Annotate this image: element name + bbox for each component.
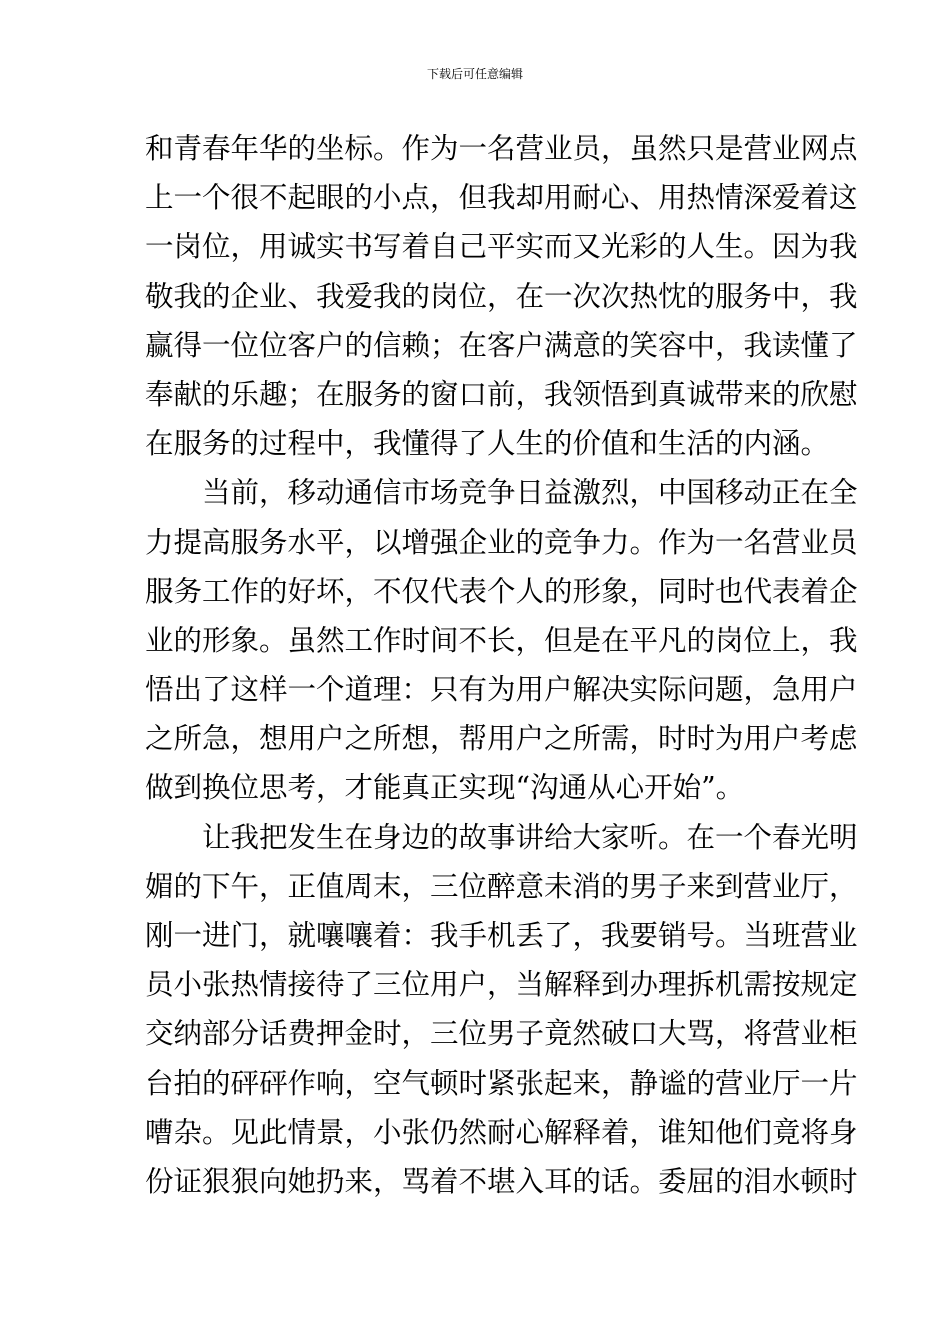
text-line: 敬我的企业、我爱我的岗位，在一次次热忱的服务中，我 xyxy=(145,279,858,313)
page-header: 下载后可任意编辑 xyxy=(426,67,523,81)
text-line: 之所急，想用户之所想，帮用户之所需，时时为用户考虑 xyxy=(145,722,858,756)
text-line: 台拍的砰砰作响，空气顿时紧张起来，静谧的营业厅一片 xyxy=(145,1066,858,1100)
text-line: 份证狠狠向她扔来，骂着不堪入耳的话。委屈的泪水顿时 xyxy=(145,1164,858,1198)
text-line-first: 让我把发生在身边的故事讲给大家听。在一个春光明 xyxy=(202,820,858,854)
text-line: 服务工作的好坏，不仅代表个人的形象，同时也代表着企 xyxy=(145,574,858,608)
text-line: 上一个很不起眼的小点，但我却用耐心、用热情深爱着这 xyxy=(145,181,858,215)
text-line: 赢得一位位客户的信赖；在客户满意的笑容中，我读懂了 xyxy=(145,328,858,362)
text-line: 媚的下午，正值周末，三位醉意未消的男子来到营业厅， xyxy=(145,869,858,903)
paragraph-2 xyxy=(145,468,858,812)
text-line: 在服务的过程中，我懂得了人生的价值和生活的内涵。 xyxy=(145,427,830,461)
text-line: 业的形象。虽然工作时间不长，但是在平凡的岗位上，我 xyxy=(145,623,858,657)
text-line: 交纳部分话费押金时，三位男子竟然破口大骂，将营业柜 xyxy=(145,1017,858,1051)
text-line: 嘈杂。见此情景，小张仍然耐心解释着，谁知他们竟将身 xyxy=(145,1115,858,1149)
text-line: 悟出了这样一个道理：只有为用户解决实际问题，急用户 xyxy=(145,673,858,707)
paragraph-3 xyxy=(145,813,858,1207)
text-line: 刚一进门，就嚷嚷着：我手机丢了，我要销号。当班营业 xyxy=(145,919,858,952)
text-line: 一岗位，用诚实书写着自己平实而又光彩的人生。因为我 xyxy=(145,230,858,264)
text-line-first: 当前，移动通信市场竞争日益激烈，中国移动正在全 xyxy=(202,476,858,510)
paragraph-1 xyxy=(145,124,858,468)
text-line: 力提高服务水平，以增强企业的竞争力。作为一名营业员 xyxy=(145,525,858,559)
text-line: 奉献的乐趣；在服务的窗口前，我领悟到真诚带来的欣慰 xyxy=(145,377,858,411)
text-line: 和青春年华的坐标。作为一名营业员，虽然只是营业网点 xyxy=(145,132,858,165)
document-body xyxy=(145,124,858,1206)
text-line: 做到换位思考，才能真正实现“沟通从心开始”。 xyxy=(145,771,745,805)
text-line: 员小张热情接待了三位用户，当解释到办理拆机需按规定 xyxy=(145,968,858,1002)
